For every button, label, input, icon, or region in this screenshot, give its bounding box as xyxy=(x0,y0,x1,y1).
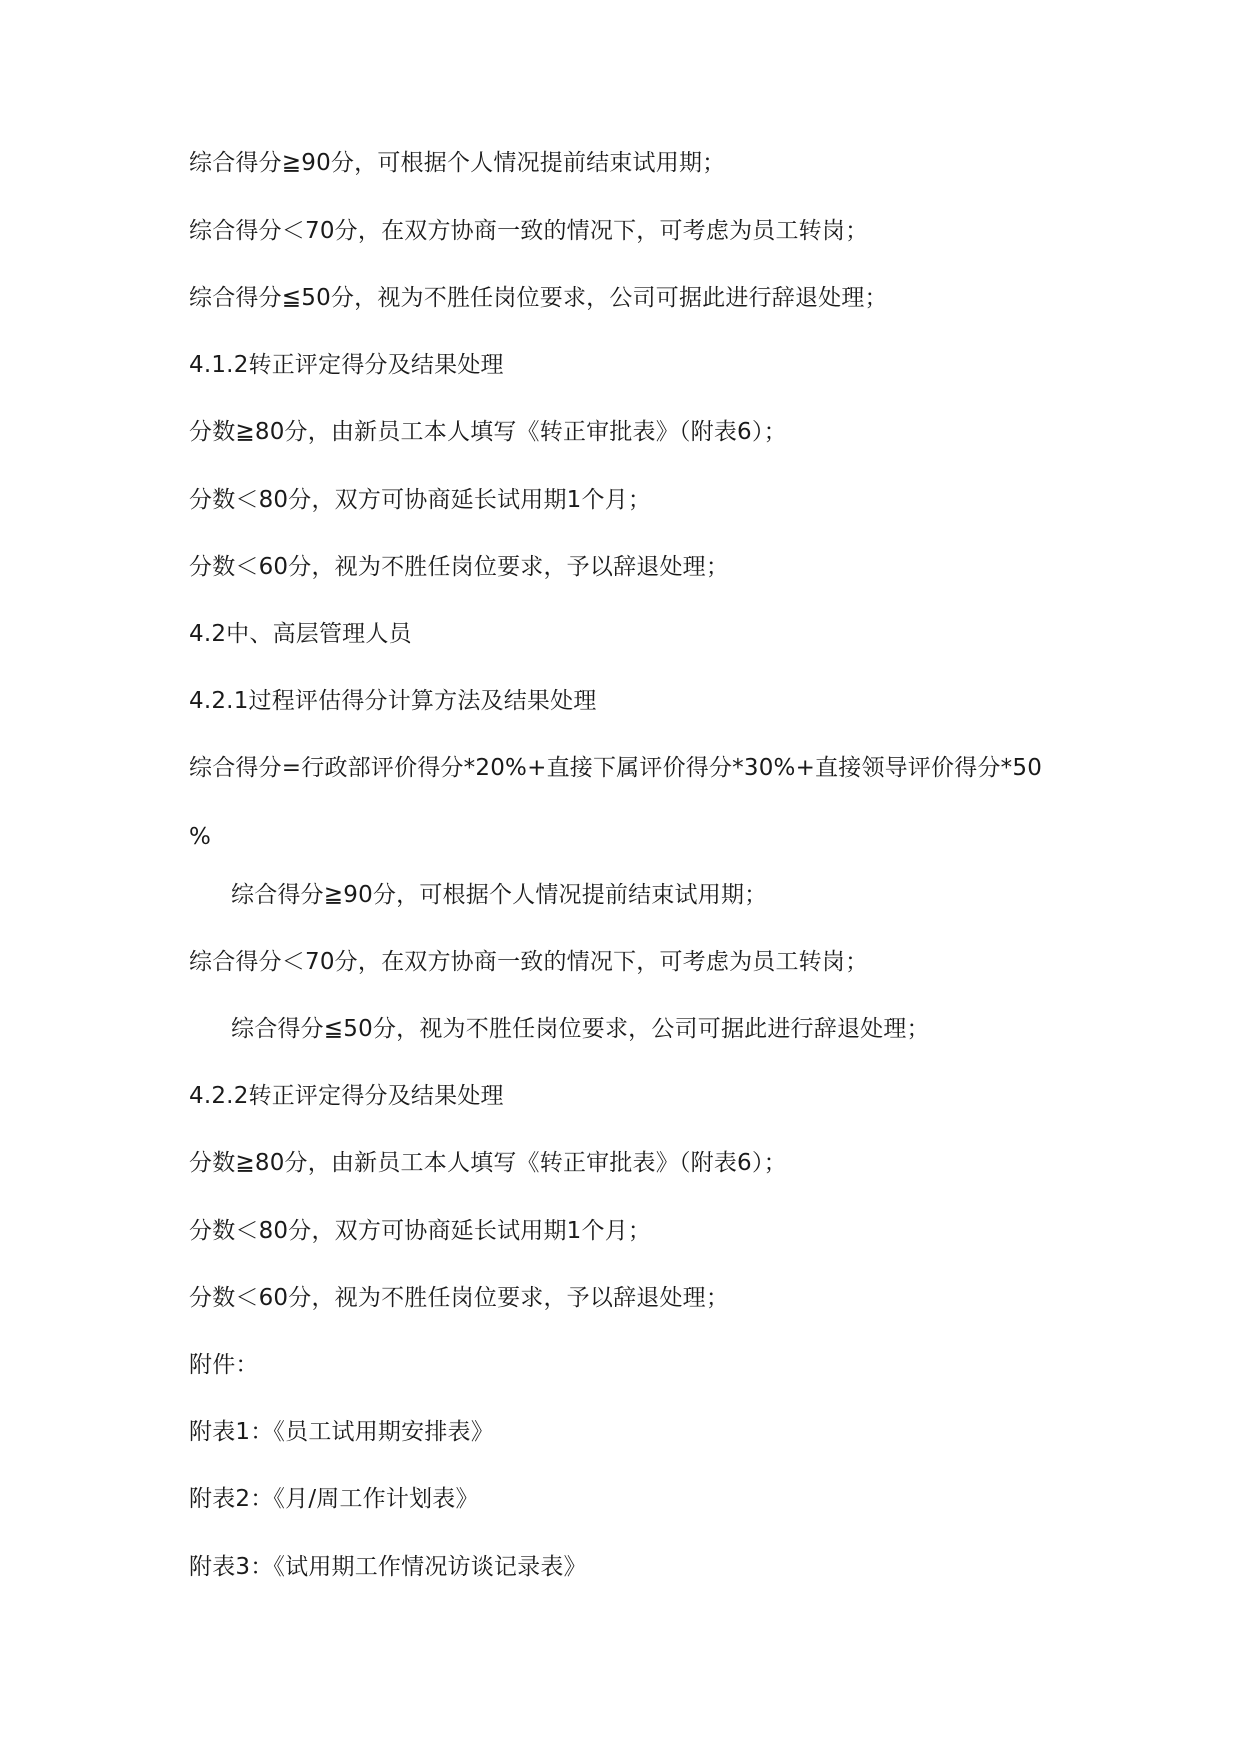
attachments-heading: 附件： xyxy=(189,1352,259,1378)
attachment-item: 附表2：《月/周工作计划表》 xyxy=(189,1486,479,1512)
paragraph-line: 综合得分≦50分，视为不胜任岗位要求，公司可据此进行辞退处理； xyxy=(189,285,888,311)
paragraph-line: 综合得分≦50分，视为不胜任岗位要求，公司可据此进行辞退处理； xyxy=(231,1016,930,1042)
formula-line: 综合得分=行政部评价得分*20%+直接下属评价得分*30%+直接领导评价得分*50 xyxy=(189,755,1043,781)
section-heading: 4.1.2转正评定得分及结果处理 xyxy=(189,352,504,378)
paragraph-line: 综合得分＜70分，在双方协商一致的情况下，可考虑为员工转岗； xyxy=(189,218,869,244)
attachment-item: 附表3：《试用期工作情况访谈记录表》 xyxy=(189,1554,587,1580)
paragraph-line: 综合得分≧90分，可根据个人情况提前结束试用期； xyxy=(189,150,726,176)
paragraph-line: 分数＜60分，视为不胜任岗位要求，予以辞退处理； xyxy=(189,1285,730,1311)
paragraph-line: 分数＜80分，双方可协商延长试用期1个月； xyxy=(189,1218,652,1244)
paragraph-line: 分数＜60分，视为不胜任岗位要求，予以辞退处理； xyxy=(189,554,730,580)
formula-line-continued: % xyxy=(189,824,212,850)
section-heading: 4.2.1过程评估得分计算方法及结果处理 xyxy=(189,688,597,714)
paragraph-line: 分数≧80分，由新员工本人填写《转正审批表》（附表6）； xyxy=(189,419,787,445)
paragraph-line: 综合得分≧90分，可根据个人情况提前结束试用期； xyxy=(231,882,768,908)
paragraph-line: 分数≧80分，由新员工本人填写《转正审批表》（附表6）； xyxy=(189,1150,787,1176)
paragraph-line: 综合得分＜70分，在双方协商一致的情况下，可考虑为员工转岗； xyxy=(189,949,869,975)
attachment-item: 附表1：《员工试用期安排表》 xyxy=(189,1419,494,1445)
section-heading: 4.2中、高层管理人员 xyxy=(189,621,412,647)
paragraph-line: 分数＜80分，双方可协商延长试用期1个月； xyxy=(189,487,652,513)
section-heading: 4.2.2转正评定得分及结果处理 xyxy=(189,1083,504,1109)
